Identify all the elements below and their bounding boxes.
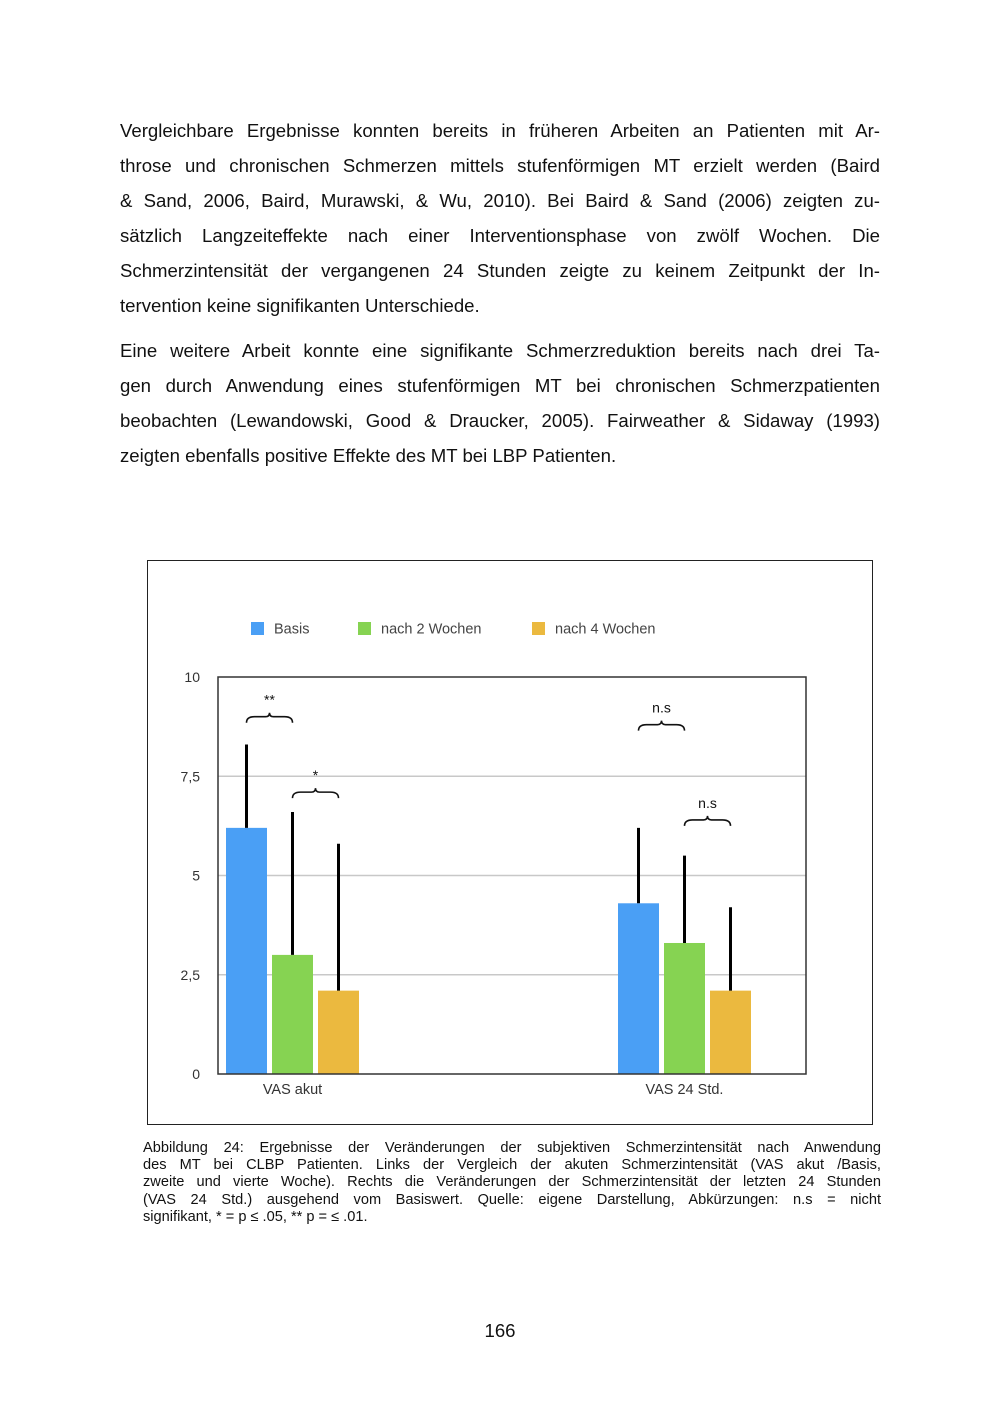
text-line: sätzlich Langzeiteffekte nach einer Interventionsphase von zwölf Wochen. Die — [120, 225, 880, 246]
paragraph-2 — [120, 333, 880, 473]
text-line: & Sand, 2006, Baird, Murawski, & Wu, 2010). Bei Baird & Sand (2006) zeigten zu- — [120, 190, 880, 211]
legend-label-1: nach 2 Wochen — [381, 621, 482, 638]
significance-bracket-2 — [639, 721, 685, 731]
legend-swatch-1 — [358, 622, 371, 635]
figure-24-chart — [147, 560, 873, 1125]
text-line: beobachten (Lewandowski, Good & Draucker, 2005). Fairweather & Sidaway (1993) — [120, 410, 880, 431]
page-number: 166 — [484, 1320, 516, 1341]
significance-label-0: ** — [264, 691, 275, 708]
paragraph-1 — [120, 113, 880, 323]
text-line: tervention keine signifikanten Unterschiede. — [120, 295, 480, 316]
significance-label-1: * — [312, 767, 319, 784]
bar-0-0 — [226, 828, 267, 1074]
text-line: des MT bei CLBP Patienten. Links der Vergleich der akuten Schmerzintensität (VAS akut /Basis, — [143, 1157, 881, 1174]
x-tick-label-0: VAS akut — [262, 1082, 323, 1098]
y-tick-label-2: 5 — [192, 867, 200, 884]
text-line: (VAS 24 Std.) ausgehend vom Basiswert. Quelle: eigene Darstellung, Abkürzungen: n.s = nicht — [143, 1191, 881, 1208]
bar-chart — [148, 561, 874, 1126]
text-line: Eine weitere Arbeit konnte eine signifikante Schmerzreduktion bereits nach drei Ta- — [120, 340, 880, 361]
bar-1-0 — [618, 903, 659, 1074]
bar-1-2 — [710, 991, 751, 1074]
text-line: Abbildung 24: Ergebnisse der Veränderungen der subjektiven Schmerzintensität nach Anwendung — [143, 1140, 881, 1156]
significance-bracket-0 — [247, 713, 293, 723]
significance-bracket-3 — [685, 816, 731, 826]
bar-0-1 — [272, 955, 313, 1074]
x-tick-label-1: VAS 24 Std. — [645, 1082, 724, 1098]
significance-label-2: n.s — [652, 699, 671, 716]
y-tick-label-0: 0 — [192, 1066, 200, 1082]
significance-bracket-1 — [293, 788, 339, 798]
y-tick-label-1: 2,5 — [180, 966, 200, 983]
legend-label-0: Basis — [274, 621, 310, 638]
y-tick-label-4: 10 — [184, 669, 200, 685]
text-line: signifikant, * = p ≤ .05, ** p = ≤ .01. — [143, 1208, 368, 1225]
text-line: zeigten ebenfalls positive Effekte des MT bei LBP Patienten. — [120, 445, 617, 466]
legend-swatch-2 — [532, 622, 545, 635]
text-line: throse und chronischen Schmerzen mittels stufenförmigen MT erzielt werden (Baird — [120, 155, 880, 176]
text-line: gen durch Anwendung eines stufenförmigen MT bei chronischen Schmerzpatienten — [120, 375, 880, 396]
legend-label-2: nach 4 Wochen — [555, 621, 656, 638]
bar-0-2 — [318, 991, 359, 1074]
legend-swatch-0 — [251, 622, 264, 635]
figure-caption — [143, 1140, 881, 1226]
text-line: zweite und vierte Woche). Rechts die Veränderungen der Schmerzintensität der letzten 24 Stunden — [143, 1174, 881, 1191]
bar-1-1 — [664, 943, 705, 1074]
significance-label-3: n.s — [698, 794, 717, 811]
y-tick-label-3: 7,5 — [180, 768, 200, 785]
text-line: Vergleichbare Ergebnisse konnten bereits in früheren Arbeiten an Patienten mit Ar- — [120, 120, 880, 141]
text-line: Schmerzintensität der vergangenen 24 Stunden zeigte zu keinem Zeitpunkt der In- — [120, 260, 880, 281]
